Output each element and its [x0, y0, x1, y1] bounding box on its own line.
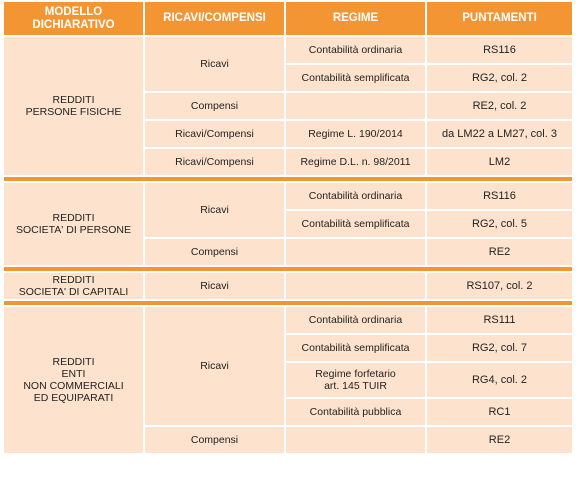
ref-cell: RS116 — [427, 183, 572, 209]
regime-cell — [286, 273, 425, 299]
kind-cell: Compensi — [145, 239, 284, 265]
group-societa-persone: REDDITI SOCIETA' DI PERSONE — [4, 183, 143, 265]
regime-cell: Contabilità ordinaria — [286, 183, 425, 209]
regime-cell — [286, 239, 425, 265]
kind-cell: Ricavi/Compensi — [145, 149, 284, 175]
kind-cell: Compensi — [145, 427, 284, 453]
kind-cell: Ricavi — [145, 307, 284, 425]
ref-cell: RG2, col. 5 — [427, 211, 572, 237]
regime-cell: Contabilità pubblica — [286, 399, 425, 425]
group-separator — [4, 301, 572, 305]
kind-cell: Ricavi — [145, 183, 284, 237]
reference-table — [2, 0, 574, 455]
group-societa-capitali: REDDITI SOCIETA' DI CAPITALI — [4, 273, 143, 299]
regime-cell: Regime D.L. n. 98/2011 — [286, 149, 425, 175]
header-modello: MODELLO DICHIARATIVO — [4, 2, 143, 35]
regime-cell: Contabilità semplificata — [286, 211, 425, 237]
regime-cell — [286, 93, 425, 119]
regime-cell: Contabilità ordinaria — [286, 307, 425, 333]
regime-cell: Contabilità ordinaria — [286, 37, 425, 63]
ref-cell: RS107, col. 2 — [427, 273, 572, 299]
group-enti-non-commerciali: REDDITI ENTI NON COMMERCIALI ED EQUIPARATI — [4, 307, 143, 453]
kind-cell: Compensi — [145, 93, 284, 119]
group-separator — [4, 177, 572, 181]
group-separator — [4, 267, 572, 271]
header-row — [4, 2, 572, 35]
separator-bar — [4, 177, 572, 181]
kind-cell: Ricavi/Compensi — [145, 121, 284, 147]
table-row — [4, 307, 572, 333]
separator-bar — [4, 301, 572, 305]
ref-cell: RG2, col. 7 — [427, 335, 572, 361]
ref-cell: RS116 — [427, 37, 572, 63]
regime-cell: Regime forfetario art. 145 TUIR — [286, 363, 425, 397]
regime-cell: Contabilità semplificata — [286, 65, 425, 91]
regime-cell — [286, 427, 425, 453]
ref-cell: RS111 — [427, 307, 572, 333]
header-ricavi-compensi: RICAVI/COMPENSI — [145, 2, 284, 35]
group-persone-fisiche: REDDITI PERSONE FISICHE — [4, 37, 143, 175]
table-row — [4, 273, 572, 299]
ref-cell: RE2 — [427, 427, 572, 453]
header-regime: REGIME — [286, 2, 425, 35]
kind-cell: Ricavi — [145, 37, 284, 91]
table-row — [4, 183, 572, 209]
ref-cell: RE2 — [427, 239, 572, 265]
ref-cell: RE2, col. 2 — [427, 93, 572, 119]
header-puntamenti: PUNTAMENTI — [427, 2, 572, 35]
ref-cell: LM2 — [427, 149, 572, 175]
ref-cell: RG4, col. 2 — [427, 363, 572, 397]
ref-cell: RC1 — [427, 399, 572, 425]
table-row — [4, 37, 572, 63]
regime-cell: Regime L. 190/2014 — [286, 121, 425, 147]
regime-cell: Contabilità semplificata — [286, 335, 425, 361]
ref-cell: RG2, col. 2 — [427, 65, 572, 91]
kind-cell: Ricavi — [145, 273, 284, 299]
separator-bar — [4, 267, 572, 271]
ref-cell: da LM22 a LM27, col. 3 — [427, 121, 572, 147]
